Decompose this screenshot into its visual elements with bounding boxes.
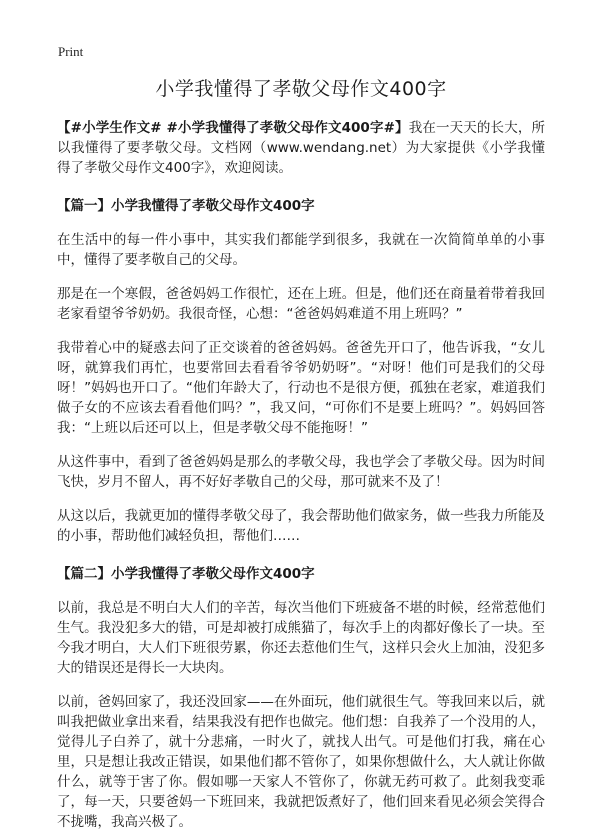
paragraph: 在生活中的每一件小事中，其实我们都能学到很多，我就在一次简简单单的小事中，懂得了要孝敬自己的父母。 [57, 232, 545, 268]
intro-text: 我在一天天的长大，所以我懂得了要孝敬父母。文档网（www.wendang.net）为大家提供《小学我懂得了孝敬父母作文400字》，欢迎阅读。 [57, 120, 545, 176]
paragraph: 我带着心中的疑惑去问了正交谈着的爸爸妈妈。爸爸先开口了，他告诉我，“女儿呀，就算我们再忙，也要常回去看看爷爷奶奶呀”。“对呀！他们可是我们的父母呀！”妈妈也开口了。“他们年龄大了，行动也不是很方便，孤独在老家，难道我们做子女的不应该去看看他们吗？”，我又问，“可你们不是要上班吗？”。妈妈回答我：“上班以后还可以上，但是孝敬父母不能拖呀！” [57, 340, 545, 436]
document-body [57, 76, 545, 832]
paragraph: 从这件事中，看到了爸爸妈妈是那么的孝敬父母，我也学会了孝敬父母。因为时间飞快，岁月不留人，再不好好孝敬自己的父母，那可就来不及了！ [57, 454, 545, 490]
page-title: 小学我懂得了孝敬父母作文400字 [155, 78, 447, 100]
section-heading-1: 【篇一】小学我懂得了孝敬父母作文400字 [57, 198, 315, 214]
paragraph: 以前，爸妈回家了，我还没回家——在外面玩，他们就很生气。等我回来以后，就叫我把做业拿出来看，结果我没有把作也做完。他们想：自我养了一个没用的人，觉得儿子白养了，就十分悲痛，一时火了，就找人出气。可是他们打我，痛在心里，只是想让我改正错误，如果他们都不管你了，如果你想做什么，大人就让你做什么，就等于害了你。假如哪一天家人不管你了，你就无药可救了。此刻我变乖了，每一天，只要爸妈一下班回来，我就把饭煮好了，他们回来看见必须会笑得合不拢嘴，我高兴极了。 [57, 694, 545, 830]
section-heading-2: 【篇二】小学我懂得了孝敬父母作文400字 [57, 566, 315, 582]
paragraph: 那是在一个寒假，爸爸妈妈工作很忙，还在上班。但是，他们还在商量着带着我回老家看望爷爷奶奶。我很奇怪，心想：“爸爸妈妈难道不用上班吗？” [57, 286, 545, 322]
paragraph: 以前，我总是不明白大人们的辛苦，每次当他们下班疲备不堪的时候，经常惹他们生气。我没犯多大的错，可是却被打成熊猫了，每次手上的肉都好像长了一块。至今我才明白，大人们下班很劳累，你还去惹他们生气，这样只会火上加油，没犯多大的错误还是得长一大块肉。 [57, 600, 545, 676]
paragraph: 从这以后，我就更加的懂得孝敬父母了，我会帮助他们做家务，做一些我力所能及的小事，帮助他们减轻负担，帮他们…… [57, 508, 545, 544]
print-label[interactable]: Print [58, 44, 84, 59]
intro-tag: 【#小学生作文# #小学我懂得了孝敬父母作文400字#】 [57, 120, 409, 136]
intro-paragraph [57, 118, 545, 178]
